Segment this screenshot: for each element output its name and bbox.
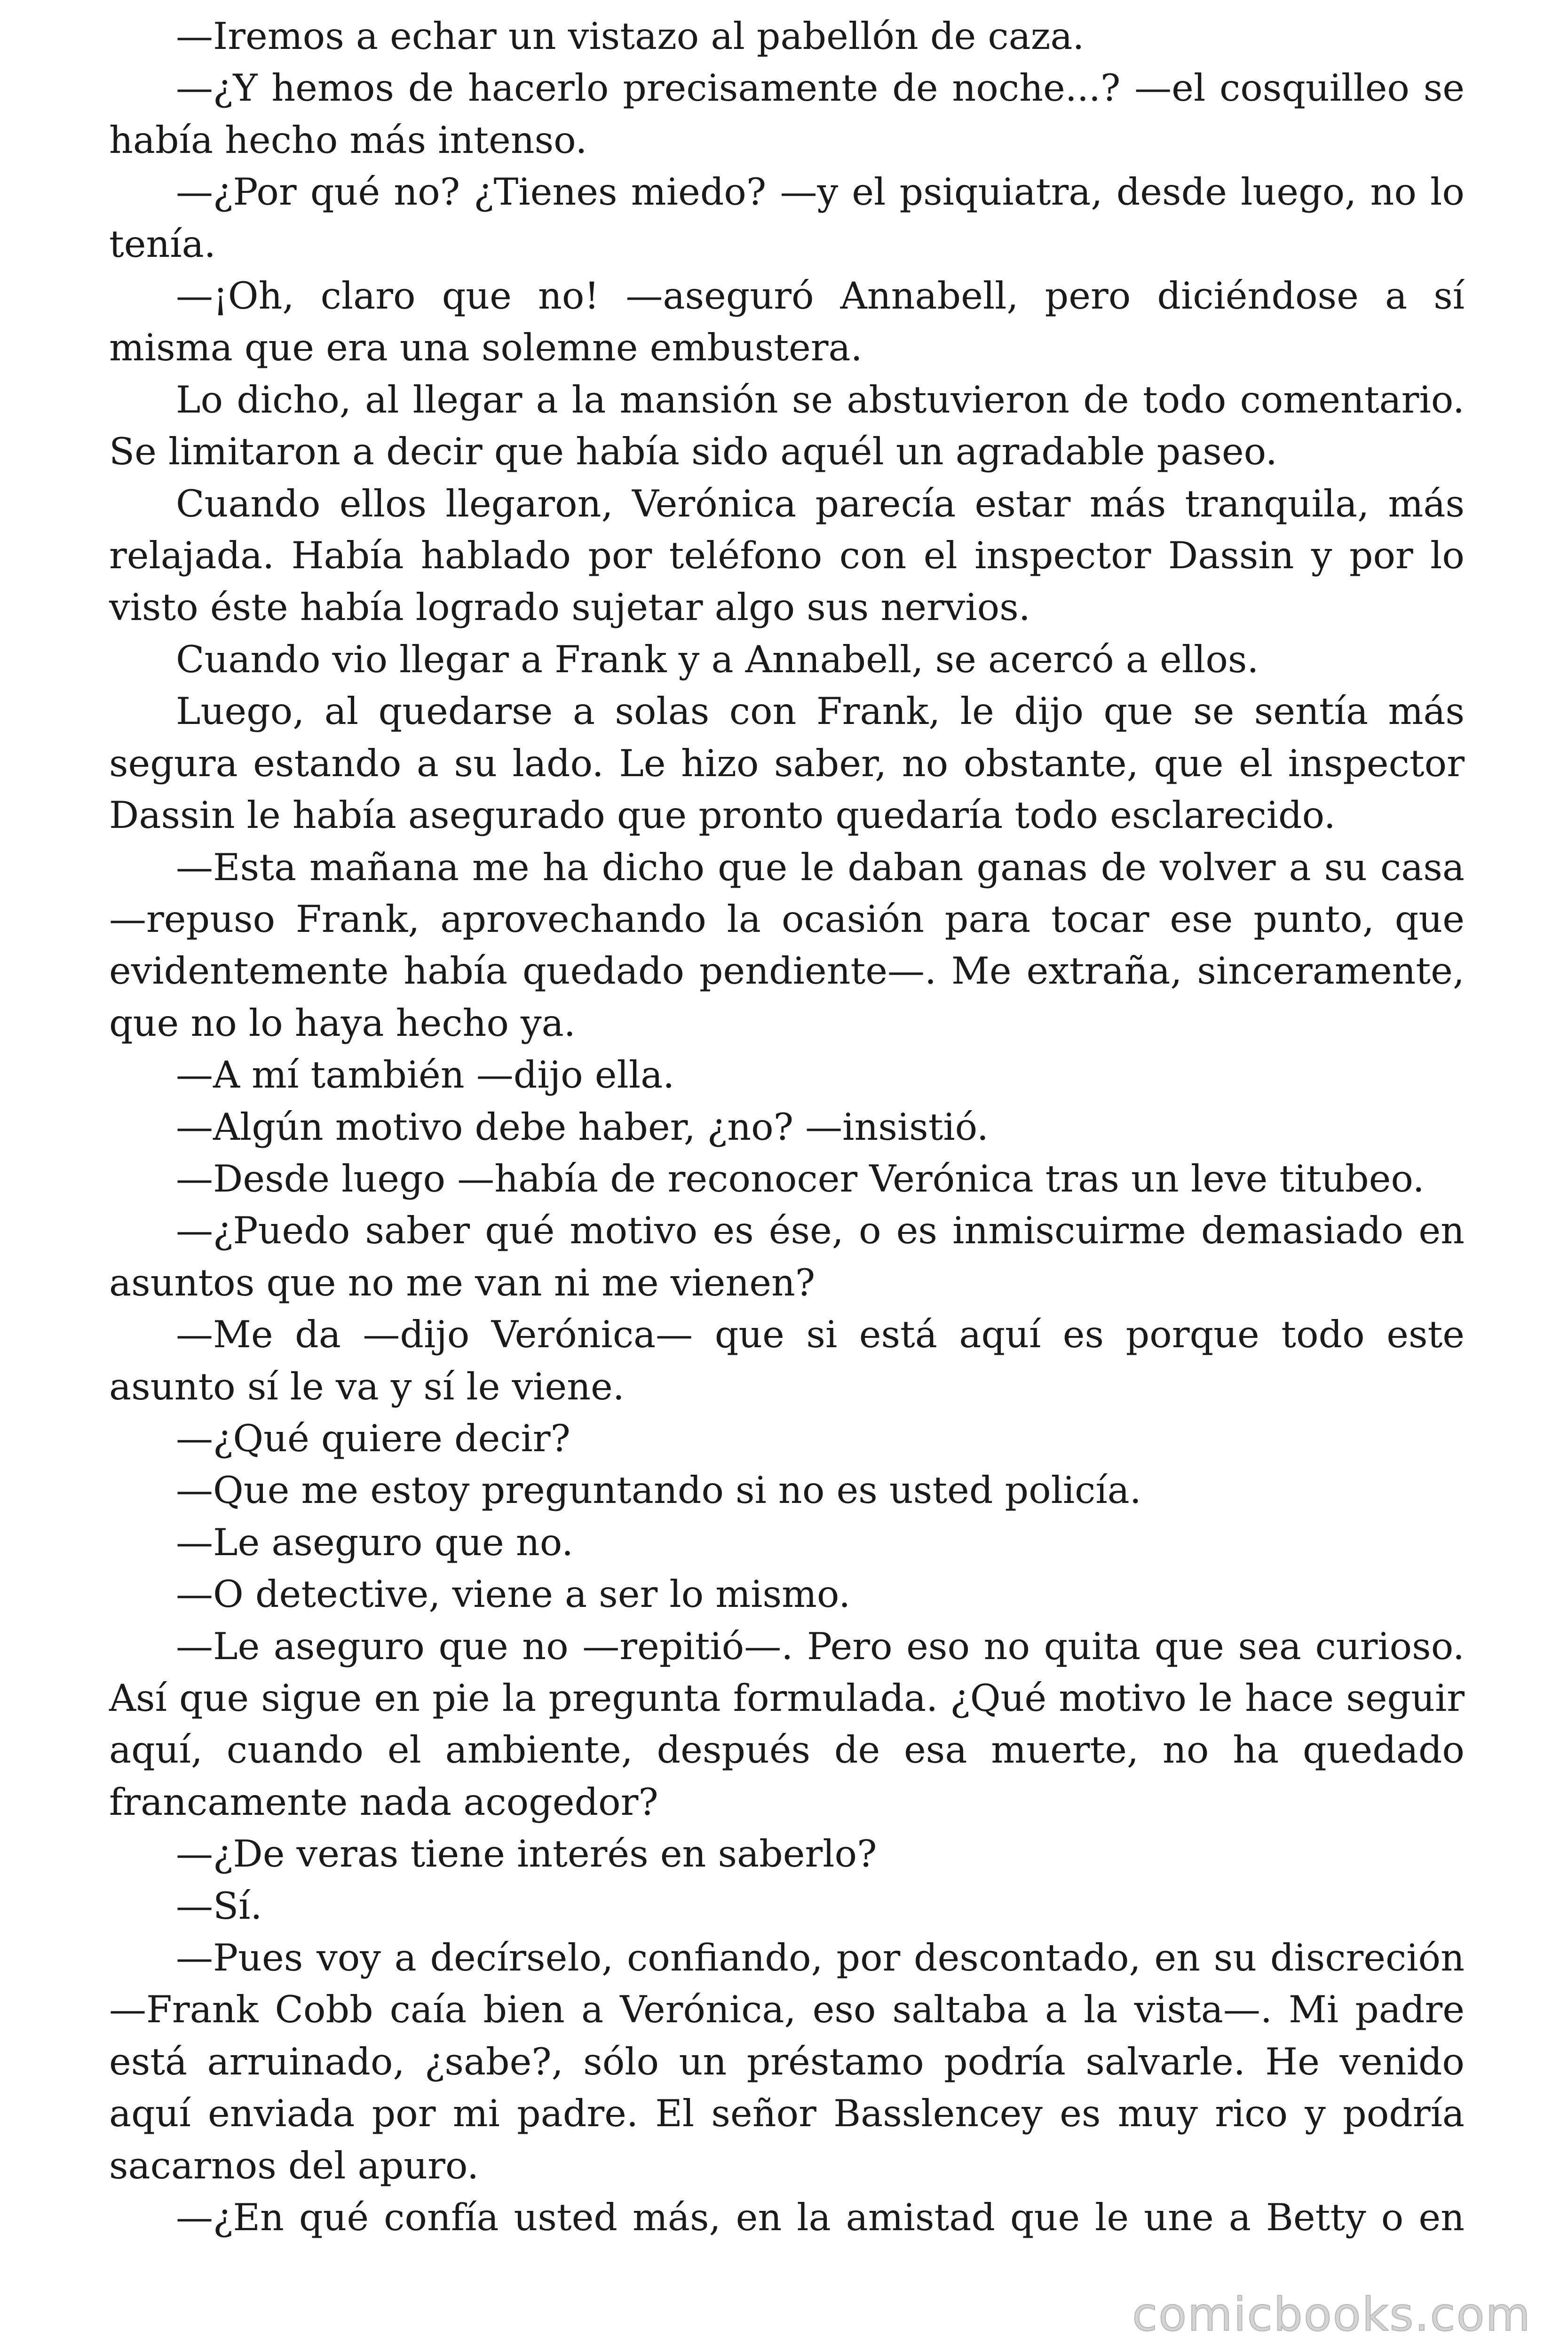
paragraph: —¡Oh, claro que no! —aseguró Annabell, pero diciéndose a sí misma que era una solemne embustera. — [109, 274, 1465, 370]
paragraph: —Que me estoy preguntando si no es usted policía. — [176, 1469, 1141, 1512]
paragraph: —Le aseguro que no. — [176, 1520, 574, 1564]
paragraph: —O detective, viene a ser lo mismo. — [176, 1573, 851, 1616]
paragraph: —¿Puedo saber qué motivo es ése, o es inmiscuirme demasiado en asuntos que no me van ni me vienen? — [109, 1209, 1465, 1304]
paragraph: —Le aseguro que no —repitió—. Pero eso no quita que sea curioso. Así que sigue en pie la pregunta formulada. ¿Qué motivo le hace seguir aquí, cuando el ambiente, después de esa muerte, no ha quedado francamente nada acogedor? — [109, 1624, 1465, 1824]
watermark-logo: comicbooks.com — [1132, 2288, 1531, 2342]
paragraph: —Iremos a echar un vistazo al pabellón de caza. — [176, 15, 1085, 58]
paragraph: Lo dicho, al llegar a la mansión se abstuvieron de todo comentario. Se limitaron a decir que había sido aquél un agradable paseo. — [109, 378, 1465, 474]
paragraph: —Algún motivo debe haber, ¿no? —insistió. — [176, 1105, 989, 1149]
paragraph: —Me da —dijo Verónica— que si está aquí es porque todo este asunto sí le va y sí le viene. — [109, 1313, 1465, 1408]
paragraph-continued: —¿En qué confía usted más, en la amistad que le une a Betty o en — [176, 2196, 1465, 2240]
paragraph: —Sí. — [176, 1884, 262, 1928]
paragraph: —A mí también —dijo ella. — [176, 1053, 675, 1097]
paragraph: —Desde luego —había de reconocer Verónica tras un leve titubeo. — [176, 1157, 1425, 1200]
paragraph: —¿Qué quiere decir? — [176, 1416, 570, 1460]
paragraph: Cuando ellos llegaron, Verónica parecía estar más tranquila, más relajada. Había hablado por teléfono con el inspector Dassin y por lo visto éste había logrado sujetar algo sus nervios. — [109, 482, 1465, 629]
paragraph: —¿Por qué no? ¿Tienes miedo? —y el psiquiatra, desde luego, no lo tenía. — [109, 170, 1465, 266]
paragraph: —¿De veras tiene interés en saberlo? — [176, 1832, 877, 1876]
paragraph: —Pues voy a decírselo, confiando, por descontado, en su discreción —Frank Cobb caía bien a Verónica, eso saltaba a la vista—. Mi padre está arruinado, ¿sabe?, sólo un préstamo podría salvarle. He venido aquí enviada por mi padre. El señor Basslencey es muy rico y podría sacarnos del apuro. — [109, 1936, 1465, 2187]
paragraph: Luego, al quedarse a solas con Frank, le dijo que se sentía más segura estando a su lado. Le hizo saber, no obstante, que el inspector Dassin le había asegurado que pronto quedaría todo esclarecido. — [109, 690, 1465, 837]
book-page — [109, 10, 1465, 2243]
paragraph: —Esta mañana me ha dicho que le daban ganas de volver a su casa —repuso Frank, aprovechando la ocasión para tocar ese punto, que evidentemente había quedado pendiente—. Me extraña, sinceramente, que no lo haya hecho ya. — [109, 845, 1465, 1045]
paragraph: Cuando vio llegar a Frank y a Annabell, se acercó a ellos. — [176, 637, 1259, 681]
paragraph: —¿Y hemos de hacerlo precisamente de noche...? —el cosquilleo se había hecho más intenso. — [109, 66, 1465, 162]
